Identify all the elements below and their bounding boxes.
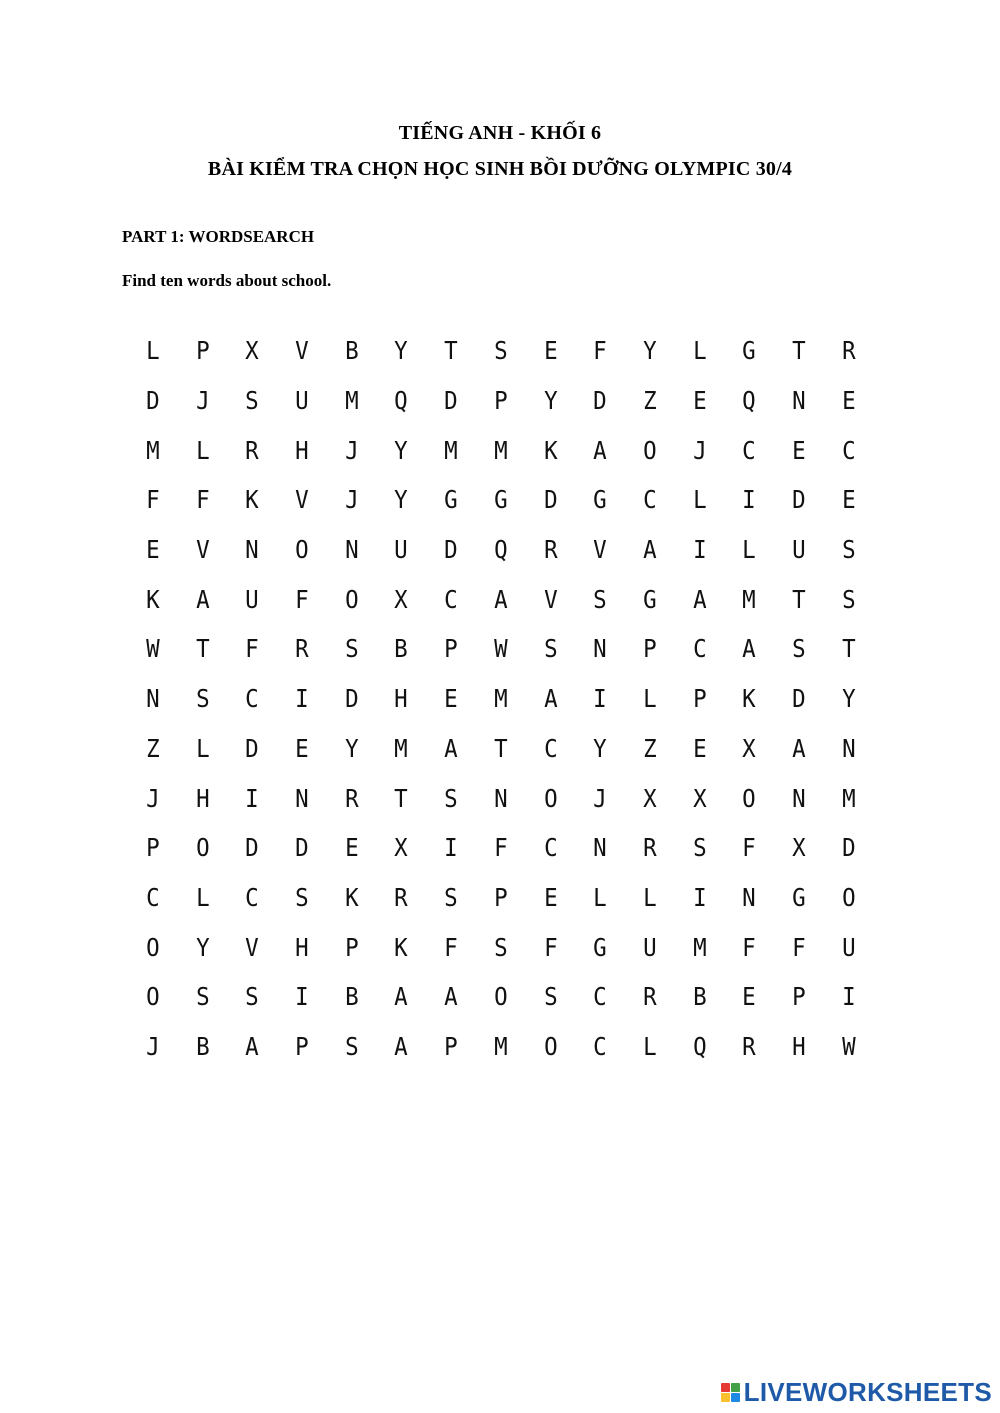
grid-cell[interactable]: Z <box>642 386 657 416</box>
grid-cell[interactable]: A <box>394 1031 409 1061</box>
grid-cell[interactable]: Y <box>593 733 607 763</box>
grid-cell[interactable]: L <box>642 1031 657 1061</box>
grid-cell[interactable]: H <box>295 932 309 962</box>
grid-row <box>128 326 873 376</box>
grid-cell[interactable]: O <box>841 882 856 912</box>
grid-cell[interactable]: N <box>493 783 508 813</box>
grid-cell[interactable]: F <box>742 833 756 863</box>
grid-cell[interactable]: V <box>195 535 210 565</box>
grid-cell[interactable]: O <box>642 435 657 465</box>
grid-cell[interactable]: U <box>792 535 806 565</box>
grid-cell[interactable]: T <box>841 634 856 664</box>
grid-cell[interactable]: M <box>841 783 856 813</box>
grid-cell[interactable]: W <box>493 634 508 664</box>
grid-cell[interactable]: N <box>792 386 806 416</box>
grid-cell[interactable]: P <box>792 982 806 1012</box>
grid-cell[interactable]: F <box>295 584 309 614</box>
grid-cell[interactable]: C <box>593 1031 607 1061</box>
liveworksheets-logo <box>721 1377 992 1408</box>
grid-cell[interactable]: E <box>146 535 160 565</box>
grid-cell[interactable]: O <box>146 932 160 962</box>
grid-cell[interactable]: E <box>344 833 359 863</box>
grid-cell[interactable]: X <box>642 783 657 813</box>
grid-cell[interactable]: A <box>543 684 558 714</box>
grid-cell[interactable]: V <box>593 535 607 565</box>
grid-cell[interactable]: S <box>792 634 806 664</box>
grid-cell[interactable]: X <box>245 336 259 366</box>
grid-cell[interactable]: J <box>146 1031 160 1061</box>
grid-cell[interactable]: H <box>295 435 309 465</box>
logo-square <box>721 1393 730 1402</box>
grid-cell[interactable]: P <box>493 882 508 912</box>
grid-row <box>128 574 873 624</box>
grid-cell[interactable]: N <box>146 684 160 714</box>
grid-cell[interactable]: C <box>245 882 259 912</box>
grid-cell[interactable]: G <box>742 336 756 366</box>
grid-cell[interactable]: E <box>543 882 558 912</box>
grid-cell[interactable]: J <box>146 783 160 813</box>
grid-cell[interactable]: X <box>692 783 707 813</box>
grid-cell[interactable]: N <box>742 882 756 912</box>
grid-cell[interactable]: I <box>742 485 756 515</box>
grid-cell[interactable]: D <box>344 684 359 714</box>
grid-cell[interactable]: P <box>692 684 707 714</box>
grid-row <box>128 773 873 823</box>
grid-cell[interactable]: X <box>742 733 756 763</box>
grid-cell[interactable]: S <box>195 982 210 1012</box>
grid-cell[interactable]: P <box>344 932 359 962</box>
grid-cell[interactable]: N <box>295 783 309 813</box>
grid-cell[interactable]: S <box>245 982 259 1012</box>
grid-cell[interactable]: U <box>245 584 259 614</box>
grid-cell[interactable]: D <box>245 833 259 863</box>
grid-cell[interactable]: R <box>245 435 259 465</box>
grid-cell[interactable]: A <box>245 1031 259 1061</box>
grid-cell[interactable]: T <box>394 783 409 813</box>
grid-row <box>128 873 873 923</box>
grid-cell[interactable]: L <box>195 733 210 763</box>
grid-cell[interactable]: A <box>444 733 458 763</box>
grid-cell[interactable]: M <box>692 932 707 962</box>
grid-cell[interactable]: O <box>543 1031 558 1061</box>
grid-row <box>128 823 873 873</box>
grid-cell[interactable]: D <box>444 535 458 565</box>
grid-cell[interactable]: Z <box>146 733 160 763</box>
grid-cell[interactable]: X <box>394 833 409 863</box>
grid-cell[interactable]: G <box>493 485 508 515</box>
page-subtitle: BÀI KIỂM TRA CHỌN HỌC SINH BỒI DƯỠNG OLYMPIC 30/4 <box>207 158 793 180</box>
grid-cell[interactable]: S <box>841 535 856 565</box>
grid-cell[interactable]: S <box>841 584 856 614</box>
grid-cell[interactable]: R <box>742 1031 756 1061</box>
grid-row <box>128 972 873 1022</box>
grid-cell[interactable]: D <box>593 386 607 416</box>
grid-cell[interactable]: S <box>195 684 210 714</box>
grid-cell[interactable]: S <box>444 783 458 813</box>
grid-cell[interactable]: F <box>245 634 259 664</box>
grid-cell[interactable]: A <box>444 982 458 1012</box>
grid-cell[interactable]: A <box>394 982 409 1012</box>
grid-cell[interactable]: H <box>195 783 210 813</box>
grid-cell[interactable]: S <box>344 634 359 664</box>
instruction-text: Find ten words about school. <box>122 271 332 290</box>
grid-cell[interactable]: H <box>394 684 409 714</box>
grid-cell[interactable]: E <box>295 733 309 763</box>
grid-cell[interactable]: K <box>344 882 359 912</box>
grid-cell[interactable]: K <box>245 485 259 515</box>
grid-cell[interactable]: T <box>195 634 210 664</box>
grid-cell[interactable]: M <box>493 435 508 465</box>
grid-cell[interactable]: U <box>642 932 657 962</box>
grid-cell[interactable]: F <box>444 932 458 962</box>
grid-cell[interactable]: G <box>593 932 607 962</box>
grid-cell[interactable]: S <box>543 982 558 1012</box>
grid-cell[interactable]: B <box>394 634 409 664</box>
grid-cell[interactable]: T <box>493 733 508 763</box>
grid-cell[interactable]: S <box>493 336 508 366</box>
grid-cell[interactable]: I <box>692 535 707 565</box>
grid-cell[interactable]: S <box>444 882 458 912</box>
grid-cell[interactable]: U <box>394 535 409 565</box>
grid-cell[interactable]: Y <box>543 386 558 416</box>
grid-cell[interactable]: S <box>493 932 508 962</box>
grid-cell[interactable]: R <box>394 882 409 912</box>
grid-cell[interactable]: M <box>394 733 409 763</box>
grid-cell[interactable]: M <box>742 584 756 614</box>
grid-cell[interactable]: Q <box>394 386 409 416</box>
grid-cell[interactable]: O <box>195 833 210 863</box>
grid-row <box>128 1022 873 1072</box>
grid-cell[interactable]: H <box>792 1031 806 1061</box>
logo-mark-icon <box>721 1383 740 1402</box>
grid-cell[interactable]: L <box>692 336 707 366</box>
grid-cell[interactable]: E <box>543 336 558 366</box>
grid-cell[interactable]: C <box>444 584 458 614</box>
grid-cell[interactable]: I <box>841 982 856 1012</box>
page-title: TIẾNG ANH - KHỐI 6 <box>398 122 602 144</box>
grid-cell[interactable]: C <box>245 684 259 714</box>
grid-cell[interactable]: L <box>146 336 160 366</box>
grid-cell[interactable]: E <box>692 386 707 416</box>
grid-cell[interactable]: A <box>692 584 707 614</box>
grid-cell[interactable]: L <box>642 684 657 714</box>
grid-cell[interactable]: I <box>444 833 458 863</box>
grid-cell[interactable]: Y <box>394 485 409 515</box>
grid-cell[interactable]: S <box>543 634 558 664</box>
grid-cell[interactable]: I <box>245 783 259 813</box>
grid-cell[interactable]: D <box>841 833 856 863</box>
grid-cell[interactable]: F <box>195 485 210 515</box>
grid-cell[interactable]: Y <box>642 336 657 366</box>
grid-cell[interactable]: K <box>394 932 409 962</box>
grid-cell[interactable]: O <box>543 783 558 813</box>
grid-cell[interactable]: P <box>642 634 657 664</box>
grid-cell[interactable]: T <box>444 336 458 366</box>
logo-square <box>721 1383 730 1392</box>
grid-cell[interactable]: C <box>146 882 160 912</box>
grid-cell[interactable]: D <box>245 733 259 763</box>
grid-cell[interactable]: X <box>394 584 409 614</box>
grid-cell[interactable]: F <box>742 932 756 962</box>
grid-cell[interactable]: N <box>593 833 607 863</box>
grid-cell[interactable]: W <box>841 1031 856 1061</box>
grid-cell[interactable]: A <box>642 535 657 565</box>
grid-cell[interactable]: M <box>493 1031 508 1061</box>
grid-cell[interactable]: V <box>295 336 309 366</box>
grid-cell[interactable]: C <box>692 634 707 664</box>
grid-cell[interactable]: D <box>543 485 558 515</box>
grid-cell[interactable]: E <box>692 733 707 763</box>
grid-cell[interactable]: U <box>841 932 856 962</box>
grid-cell[interactable]: D <box>444 386 458 416</box>
grid-cell[interactable]: A <box>742 634 756 664</box>
grid-cell[interactable]: W <box>146 634 160 664</box>
grid-cell[interactable]: Y <box>394 336 409 366</box>
grid-row <box>128 376 873 426</box>
grid-cell[interactable]: S <box>593 584 607 614</box>
grid-cell[interactable]: F <box>493 833 508 863</box>
grid-cell[interactable]: R <box>642 982 657 1012</box>
grid-cell[interactable]: F <box>543 932 558 962</box>
grid-row <box>128 525 873 575</box>
grid-cell[interactable]: C <box>642 485 657 515</box>
grid-cell[interactable]: Q <box>692 1031 707 1061</box>
logo-square <box>731 1393 740 1402</box>
grid-cell[interactable]: S <box>344 1031 359 1061</box>
grid-cell[interactable]: E <box>742 982 756 1012</box>
grid-cell[interactable]: I <box>692 882 707 912</box>
grid-cell[interactable]: L <box>195 882 210 912</box>
grid-cell[interactable]: C <box>841 435 856 465</box>
grid-cell[interactable]: A <box>493 584 508 614</box>
grid-cell[interactable]: G <box>593 485 607 515</box>
grid-row <box>128 674 873 724</box>
grid-cell[interactable]: Y <box>344 733 359 763</box>
grid-cell[interactable]: U <box>295 386 309 416</box>
grid-cell[interactable]: P <box>295 1031 309 1061</box>
grid-cell[interactable]: N <box>841 733 856 763</box>
grid-cell[interactable]: R <box>642 833 657 863</box>
grid-cell[interactable]: G <box>444 485 458 515</box>
grid-cell[interactable]: K <box>543 435 558 465</box>
grid-cell[interactable]: N <box>245 535 259 565</box>
grid-cell[interactable]: D <box>792 485 806 515</box>
grid-cell[interactable]: Y <box>841 684 856 714</box>
grid-cell[interactable]: G <box>792 882 806 912</box>
grid-row <box>128 624 873 674</box>
grid-row <box>128 922 873 972</box>
grid-cell[interactable]: S <box>295 882 309 912</box>
grid-cell[interactable]: Y <box>195 932 210 962</box>
grid-cell[interactable]: O <box>493 982 508 1012</box>
grid-cell[interactable]: M <box>146 435 160 465</box>
grid-cell[interactable]: N <box>344 535 359 565</box>
grid-cell[interactable]: D <box>295 833 309 863</box>
logo-text: LIVEWORKSHEETS <box>743 1377 992 1407</box>
grid-cell[interactable]: F <box>792 932 806 962</box>
grid-cell[interactable]: A <box>195 584 210 614</box>
grid-cell[interactable]: J <box>195 386 210 416</box>
grid-cell[interactable]: Q <box>742 386 756 416</box>
grid-cell[interactable]: J <box>344 435 359 465</box>
grid-cell[interactable]: V <box>245 932 259 962</box>
grid-cell[interactable]: E <box>841 485 856 515</box>
grid-cell[interactable]: F <box>146 485 160 515</box>
grid-cell[interactable]: M <box>493 684 508 714</box>
grid-cell[interactable]: O <box>742 783 756 813</box>
grid-cell[interactable]: M <box>444 435 458 465</box>
grid-cell[interactable]: O <box>344 584 359 614</box>
grid-row <box>128 724 873 774</box>
part-heading: PART 1: WORDSEARCH <box>122 227 315 246</box>
logo-square <box>731 1383 740 1392</box>
grid-cell[interactable]: C <box>742 435 756 465</box>
grid-cell[interactable]: R <box>543 535 558 565</box>
grid-cell[interactable]: P <box>195 336 210 366</box>
grid-cell[interactable]: A <box>792 733 806 763</box>
grid-cell[interactable]: Y <box>394 435 409 465</box>
grid-cell[interactable]: L <box>195 435 210 465</box>
grid-cell[interactable]: T <box>792 336 806 366</box>
grid-cell[interactable]: V <box>295 485 309 515</box>
grid-cell[interactable]: T <box>792 584 806 614</box>
grid-cell[interactable]: I <box>593 684 607 714</box>
grid-cell[interactable]: X <box>792 833 806 863</box>
grid-cell[interactable]: N <box>593 634 607 664</box>
grid-cell[interactable]: Q <box>493 535 508 565</box>
grid-cell[interactable]: S <box>692 833 707 863</box>
grid-cell[interactable]: C <box>543 833 558 863</box>
grid-cell[interactable]: J <box>344 485 359 515</box>
grid-cell[interactable]: E <box>444 684 458 714</box>
grid-cell[interactable]: L <box>692 485 707 515</box>
grid-cell[interactable]: B <box>195 1031 210 1061</box>
grid-cell[interactable]: L <box>642 882 657 912</box>
grid-cell[interactable]: E <box>841 386 856 416</box>
grid-cell[interactable]: L <box>742 535 756 565</box>
grid-cell[interactable]: N <box>792 783 806 813</box>
grid-cell[interactable]: E <box>792 435 806 465</box>
grid-cell[interactable]: R <box>841 336 856 366</box>
grid-cell[interactable]: D <box>792 684 806 714</box>
grid-cell[interactable]: F <box>593 336 607 366</box>
grid-cell[interactable]: S <box>245 386 259 416</box>
grid-cell[interactable]: K <box>742 684 756 714</box>
grid-cell[interactable]: M <box>344 386 359 416</box>
grid-cell[interactable]: B <box>344 982 359 1012</box>
grid-cell[interactable]: I <box>295 684 309 714</box>
grid-cell[interactable]: C <box>543 733 558 763</box>
grid-cell[interactable]: B <box>692 982 707 1012</box>
grid-cell[interactable]: A <box>593 435 607 465</box>
grid-cell[interactable]: G <box>642 584 657 614</box>
grid-cell[interactable]: R <box>295 634 309 664</box>
grid-cell[interactable]: J <box>692 435 707 465</box>
grid-cell[interactable]: O <box>146 982 160 1012</box>
grid-cell[interactable]: V <box>543 584 558 614</box>
grid-cell[interactable]: K <box>146 584 160 614</box>
grid-cell[interactable]: J <box>593 783 607 813</box>
grid-cell[interactable]: O <box>295 535 309 565</box>
grid-cell[interactable]: P <box>146 833 160 863</box>
grid-cell[interactable]: P <box>444 1031 458 1061</box>
grid-row <box>128 475 873 525</box>
grid-cell[interactable]: D <box>146 386 160 416</box>
grid-cell[interactable]: C <box>593 982 607 1012</box>
grid-cell[interactable]: I <box>295 982 309 1012</box>
grid-cell[interactable]: R <box>344 783 359 813</box>
grid-cell[interactable]: Z <box>642 733 657 763</box>
wordsearch-grid <box>128 326 873 1071</box>
grid-row <box>128 425 873 475</box>
grid-cell[interactable]: P <box>493 386 508 416</box>
grid-cell[interactable]: P <box>444 634 458 664</box>
grid-cell[interactable]: B <box>344 336 359 366</box>
grid-cell[interactable]: L <box>593 882 607 912</box>
